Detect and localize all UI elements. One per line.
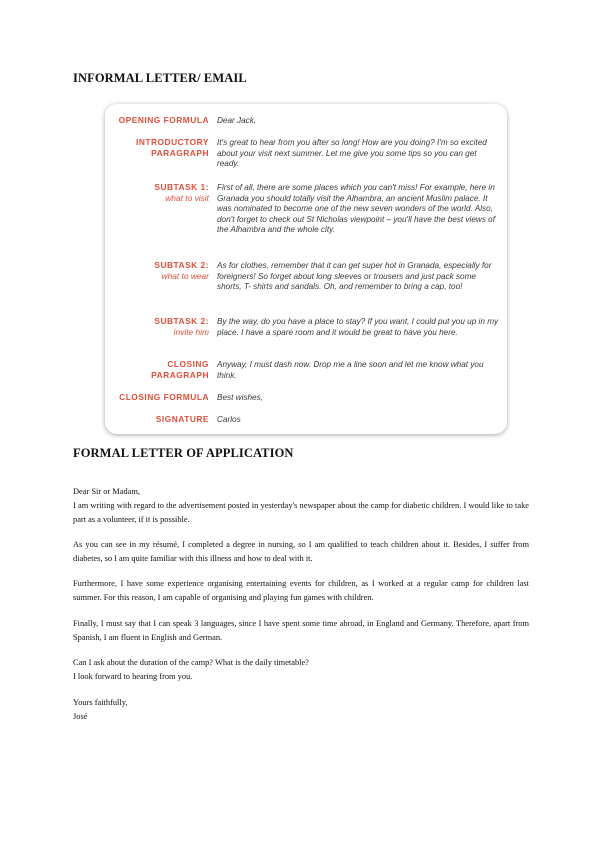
row-text: Anyway, I must dash now. Drop me a line soon and let me know what you think. — [217, 360, 484, 380]
row-label: INTRODUCTORY PARAGRAPH — [136, 137, 209, 158]
row-text: By the way, do you have a place to stay? If you want, I could put you up in my place. I have a spare room and it would be great to have you here. — [217, 317, 499, 337]
formal-paragraph-3: Furthermore, I have some experience organising entertaining events for children, as I worked at a regular camp for children last summer. For this reason, I am capable of organising and playing fun games with children. — [73, 579, 529, 603]
row-label: OPENING FORMULA — [118, 115, 209, 125]
row-label: CLOSING PARAGRAPH — [151, 359, 209, 380]
row-text: As for clothes, remember that it can get super hot in Granada, especially for foreigners! So forget about long sleeves or trousers and just pack some shorts, T- shirts and sandals. Oh, and remember to bring a cap, too! — [217, 261, 492, 292]
formal-paragraph-2: As you can see in my résumé, I completed a degree in nursing, so I am qualified to teach children about it. Besides, I suffer from diabetes, so I am quite familiar with this illness and how to deal with it. — [73, 540, 529, 564]
formal-paragraph-1: I am writing with regard to the advertisement posted in yesterday's newspaper about the camp for diabetic children. I would like to take part as a volunteer, if it is possible. — [73, 501, 529, 525]
formal-question-line: Can I ask about the duration of the camp? What is the daily timetable? — [73, 658, 309, 667]
informal-letter-heading: INFORMAL LETTER/ EMAIL — [73, 71, 247, 85]
formal-look-forward-line: I look forward to hearing from you. — [73, 672, 193, 681]
formal-letter-heading: FORMAL LETTER OF APPLICATION — [73, 446, 294, 460]
row-text: Best wishes, — [217, 393, 263, 402]
row-text: First of all, there are some places which you can't miss! For example, here in Granada you should totally visit the Alhambra, an ancient Muslim palace. It was nominated to become one of the new seven wonders of the world. Also, don't forget to check out St Nicholas viewpoint – you'll have the best views of the Alhambra and the whole city. — [217, 183, 496, 235]
row-label: CLOSING FORMULA — [119, 392, 209, 402]
row-text: Carlos — [217, 415, 241, 424]
row-label: SUBTASK 2: what to wear — [154, 260, 209, 281]
formal-greeting: Dear Sir or Madam, — [73, 487, 140, 496]
row-label: SUBTASK 2: invite him — [154, 316, 209, 337]
row-label: SIGNATURE — [155, 414, 209, 424]
row-text: It's great to hear from you after so long! How are you doing? I'm so excited about your visit next summer. Let me give you some tips so you can get ready. — [217, 138, 487, 169]
formal-paragraph-4: Finally, I must say that I can speak 3 languages, since I have spent some time abroad, in England and Germany. Therefore, apart from Spanish, I am fluent in English and German. — [73, 619, 529, 643]
row-label: SUBTASK 1: what to visit — [154, 182, 209, 203]
row-text: Dear Jack, — [217, 116, 257, 125]
formal-signature: José — [73, 712, 88, 721]
formal-closing: Yours faithfully, — [73, 698, 128, 707]
informal-letter-card — [105, 104, 507, 434]
